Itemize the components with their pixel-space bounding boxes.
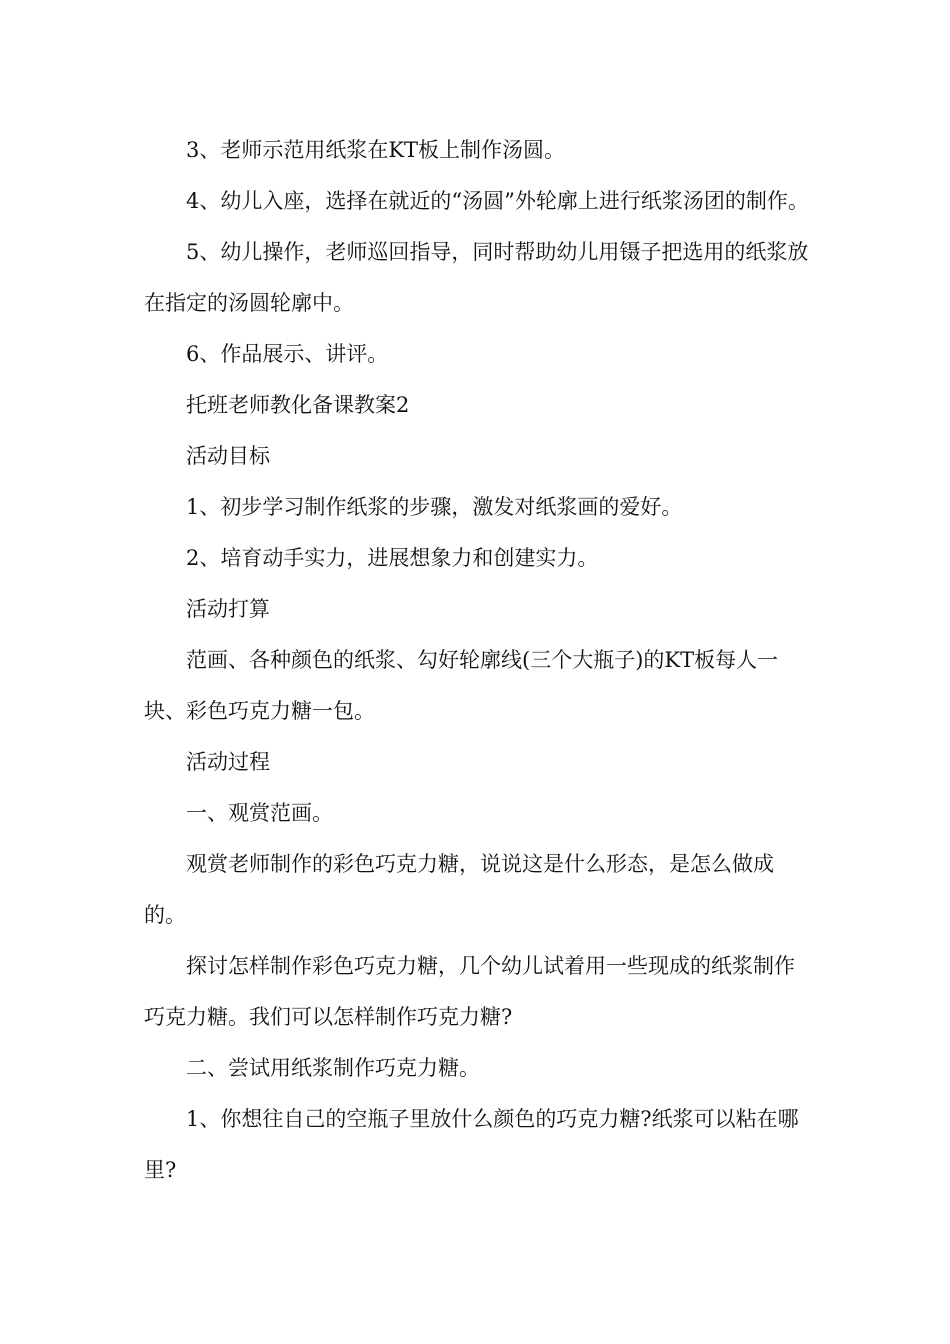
document-body	[144, 125, 812, 1196]
heading-activity-goals: 活动目标	[144, 444, 270, 468]
paragraph-step-6: 6、作品展示、讲评。	[144, 342, 389, 366]
heading-part-2: 二、尝试用纸浆制作巧克力糖。	[144, 1056, 480, 1080]
heading-activity-process: 活动过程	[144, 750, 270, 774]
paragraph-step-4: 4、幼儿入座，选择在就近的“汤圆”外轮廓上进行纸浆汤团的制作。	[144, 189, 809, 213]
paragraph-materials: 范画、各种颜色的纸浆、勾好轮廓线(三个大瓶子)的KT板每人一块、彩色巧克力糖一包。	[144, 648, 779, 723]
heading-activity-preparation: 活动打算	[144, 597, 270, 621]
paragraph-question-1: 1、你想往自己的空瓶子里放什么颜色的巧克力糖?纸浆可以粘在哪里?	[144, 1107, 799, 1182]
paragraph-discuss: 探讨怎样制作彩色巧克力糖，几个幼儿试着用一些现成的纸浆制作巧克力糖。我们可以怎样制作巧克力糖?	[144, 954, 795, 1029]
paragraph-goal-2: 2、培育动手实力，进展想象力和创建实力。	[144, 546, 599, 570]
paragraph-step-3: 3、老师示范用纸浆在KT板上制作汤圆。	[144, 138, 566, 162]
paragraph-observe: 观赏老师制作的彩色巧克力糖，说说这是什么形态，是怎么做成的。	[144, 852, 774, 927]
paragraph-step-5: 5、幼儿操作，老师巡回指导，同时帮助幼儿用镊子把选用的纸浆放在指定的汤圆轮廓中。	[144, 240, 809, 315]
section-title: 托班老师教化备课教案2	[144, 393, 410, 417]
paragraph-goal-1: 1、初步学习制作纸浆的步骤，激发对纸浆画的爱好。	[144, 495, 683, 519]
heading-part-1: 一、观赏范画。	[144, 801, 333, 825]
